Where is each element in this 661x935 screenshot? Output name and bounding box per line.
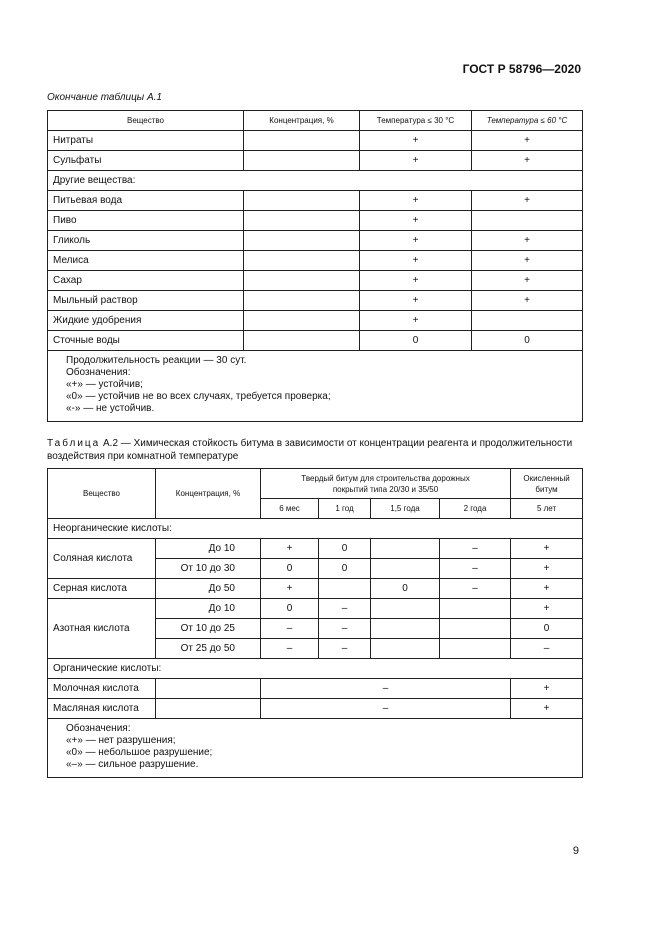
substance-cell: Мелиса	[48, 251, 244, 271]
section-row	[48, 171, 583, 191]
section-row	[48, 519, 583, 539]
temp30-cell: +	[360, 231, 472, 251]
value-cell: +	[261, 579, 319, 599]
temp60-cell: +	[472, 191, 583, 211]
substance-cell: Мыльный раствор	[48, 291, 244, 311]
value-cell: –	[511, 639, 583, 659]
temp30-cell: +	[360, 131, 472, 151]
concentration-cell	[244, 211, 360, 231]
note-line: «0» — устойчив не во всех случаях, требуется проверка;	[66, 391, 331, 402]
value-cell	[319, 579, 371, 599]
temp60-cell: +	[472, 291, 583, 311]
temp60-cell: +	[472, 251, 583, 271]
concentration-cell	[244, 191, 360, 211]
substance-cell: Сахар	[48, 271, 244, 291]
header-concentration: Концентрация, %	[244, 111, 360, 131]
table2-header-row	[48, 469, 583, 499]
page-number: 9	[572, 845, 579, 857]
temp30-cell: +	[360, 271, 472, 291]
table2-caption-text: А.2 — Химическая стойкость битума в зависимости от концентрации реагента и продолжительности воздействия при комнатной температуре	[47, 438, 573, 462]
substance-cell: Соляная кислота	[48, 539, 156, 579]
oxidized-value-cell: +	[511, 679, 583, 699]
value-cell	[371, 619, 440, 639]
value-cell: +	[511, 599, 583, 619]
temp30-cell: +	[360, 191, 472, 211]
table-row	[48, 231, 583, 251]
substance-cell: Гликоль	[48, 231, 244, 251]
value-cell	[440, 619, 511, 639]
value-cell: 0	[261, 559, 319, 579]
table-row	[48, 599, 583, 619]
notes-row	[48, 719, 583, 778]
table-row	[48, 251, 583, 271]
concentration-cell	[244, 251, 360, 271]
temp60-cell: +	[472, 271, 583, 291]
temp30-cell: +	[360, 291, 472, 311]
value-cell: 0	[261, 599, 319, 619]
substance-cell: Серная кислота	[48, 579, 156, 599]
table-row	[48, 539, 583, 559]
temp60-cell: 0	[472, 331, 583, 351]
note-line: «+» — нет разрушения;	[66, 735, 176, 746]
header-period: 2 года	[440, 499, 511, 519]
header-oxidized-bitumen: Окисленный битум	[511, 469, 583, 499]
note-line: Продолжительность реакции — 30 сут.	[66, 355, 247, 366]
header-period: 1,5 года	[371, 499, 440, 519]
header-temp-30: Температура ≤ 30 °С	[360, 111, 472, 131]
section-row	[48, 659, 583, 679]
table2-notes	[48, 719, 583, 778]
document-standard-header: ГОСТ Р 58796—2020	[462, 62, 581, 76]
substance-cell: Масляная кислота	[48, 699, 156, 719]
note-line: «+» — устойчив;	[66, 379, 143, 390]
table-row	[48, 331, 583, 351]
concentration-cell	[244, 231, 360, 251]
concentration-cell	[244, 151, 360, 171]
temp30-cell: +	[360, 211, 472, 231]
concentration-cell: До 10	[156, 539, 261, 559]
value-cell: +	[511, 539, 583, 559]
table-row	[48, 679, 583, 699]
concentration-cell: От 10 до 30	[156, 559, 261, 579]
header-substance: Вещество	[48, 111, 244, 131]
value-cell: 0	[371, 579, 440, 599]
value-cell: +	[261, 539, 319, 559]
value-cell: 0	[319, 539, 371, 559]
temp60-cell: +	[472, 131, 583, 151]
concentration-cell	[244, 311, 360, 331]
value-cell: –	[319, 639, 371, 659]
table1-caption: Окончание таблицы А.1	[47, 92, 162, 103]
value-cell: –	[319, 599, 371, 619]
substance-cell: Питьевая вода	[48, 191, 244, 211]
concentration-cell	[244, 331, 360, 351]
header-period: 1 год	[319, 499, 371, 519]
substance-cell: Жидкие удобрения	[48, 311, 244, 331]
table-row	[48, 151, 583, 171]
note-line: «–» — сильное разрушение.	[66, 759, 199, 770]
table-row	[48, 191, 583, 211]
concentration-cell	[244, 271, 360, 291]
temp30-cell: +	[360, 251, 472, 271]
table-a1	[47, 110, 583, 422]
section-title: Неорганические кислоты:	[48, 519, 583, 539]
header-hard-bitumen: Твердый битум для строительства дорожных покрытий типа 20/30 и 35/50	[261, 469, 511, 499]
value-cell	[371, 539, 440, 559]
temp60-cell: +	[472, 151, 583, 171]
substance-cell: Молочная кислота	[48, 679, 156, 699]
substance-cell: Сульфаты	[48, 151, 244, 171]
value-cell	[371, 559, 440, 579]
concentration-cell	[156, 679, 261, 699]
value-cell: 0	[511, 619, 583, 639]
temp30-cell: +	[360, 151, 472, 171]
value-cell	[371, 599, 440, 619]
table-row	[48, 579, 583, 599]
concentration-cell: До 10	[156, 599, 261, 619]
value-cell: –	[319, 619, 371, 639]
substance-cell: Нитраты	[48, 131, 244, 151]
substance-cell: Пиво	[48, 211, 244, 231]
table-row	[48, 131, 583, 151]
value-cell	[440, 599, 511, 619]
temp30-cell: +	[360, 311, 472, 331]
temp60-cell	[472, 311, 583, 331]
value-cell: +	[511, 559, 583, 579]
value-cell: –	[440, 559, 511, 579]
note-line: Обозначения:	[66, 367, 131, 378]
table-a2	[47, 468, 583, 778]
value-cell: +	[511, 579, 583, 599]
header-substance: Вещество	[48, 469, 156, 519]
concentration-cell	[156, 699, 261, 719]
value-cell	[440, 639, 511, 659]
table2-caption-label: Таблица	[47, 438, 101, 449]
concentration-cell	[244, 291, 360, 311]
value-cell: –	[440, 579, 511, 599]
concentration-cell: От 25 до 50	[156, 639, 261, 659]
value-cell: 0	[319, 559, 371, 579]
header-period: 5 лет	[511, 499, 583, 519]
notes-row	[48, 351, 583, 422]
table-row	[48, 291, 583, 311]
concentration-cell: От 10 до 25	[156, 619, 261, 639]
merged-value-cell: –	[261, 699, 511, 719]
table2-caption	[47, 437, 587, 463]
table-row	[48, 311, 583, 331]
table1-header-row	[48, 111, 583, 131]
value-cell: –	[261, 619, 319, 639]
section-title: Органические кислоты:	[48, 659, 583, 679]
value-cell: –	[261, 639, 319, 659]
table-row	[48, 271, 583, 291]
header-concentration: Концентрация, %	[156, 469, 261, 519]
oxidized-value-cell: +	[511, 699, 583, 719]
table1-notes	[48, 351, 583, 422]
temp60-cell	[472, 211, 583, 231]
substance-cell: Сточные воды	[48, 331, 244, 351]
table-row	[48, 699, 583, 719]
value-cell	[371, 639, 440, 659]
note-line: «-» — не устойчив.	[66, 403, 155, 414]
header-temp-60: Температура ≤ 60 °С	[472, 111, 583, 131]
merged-value-cell: –	[261, 679, 511, 699]
note-line: Обозначения:	[66, 723, 131, 734]
header-period: 6 мес	[261, 499, 319, 519]
note-line: «0» — небольшое разрушение;	[66, 747, 213, 758]
substance-cell: Азотная кислота	[48, 599, 156, 659]
section-title: Другие вещества:	[48, 171, 583, 191]
concentration-cell: До 50	[156, 579, 261, 599]
value-cell: –	[440, 539, 511, 559]
concentration-cell	[244, 131, 360, 151]
temp30-cell: 0	[360, 331, 472, 351]
temp60-cell: +	[472, 231, 583, 251]
table-row	[48, 211, 583, 231]
